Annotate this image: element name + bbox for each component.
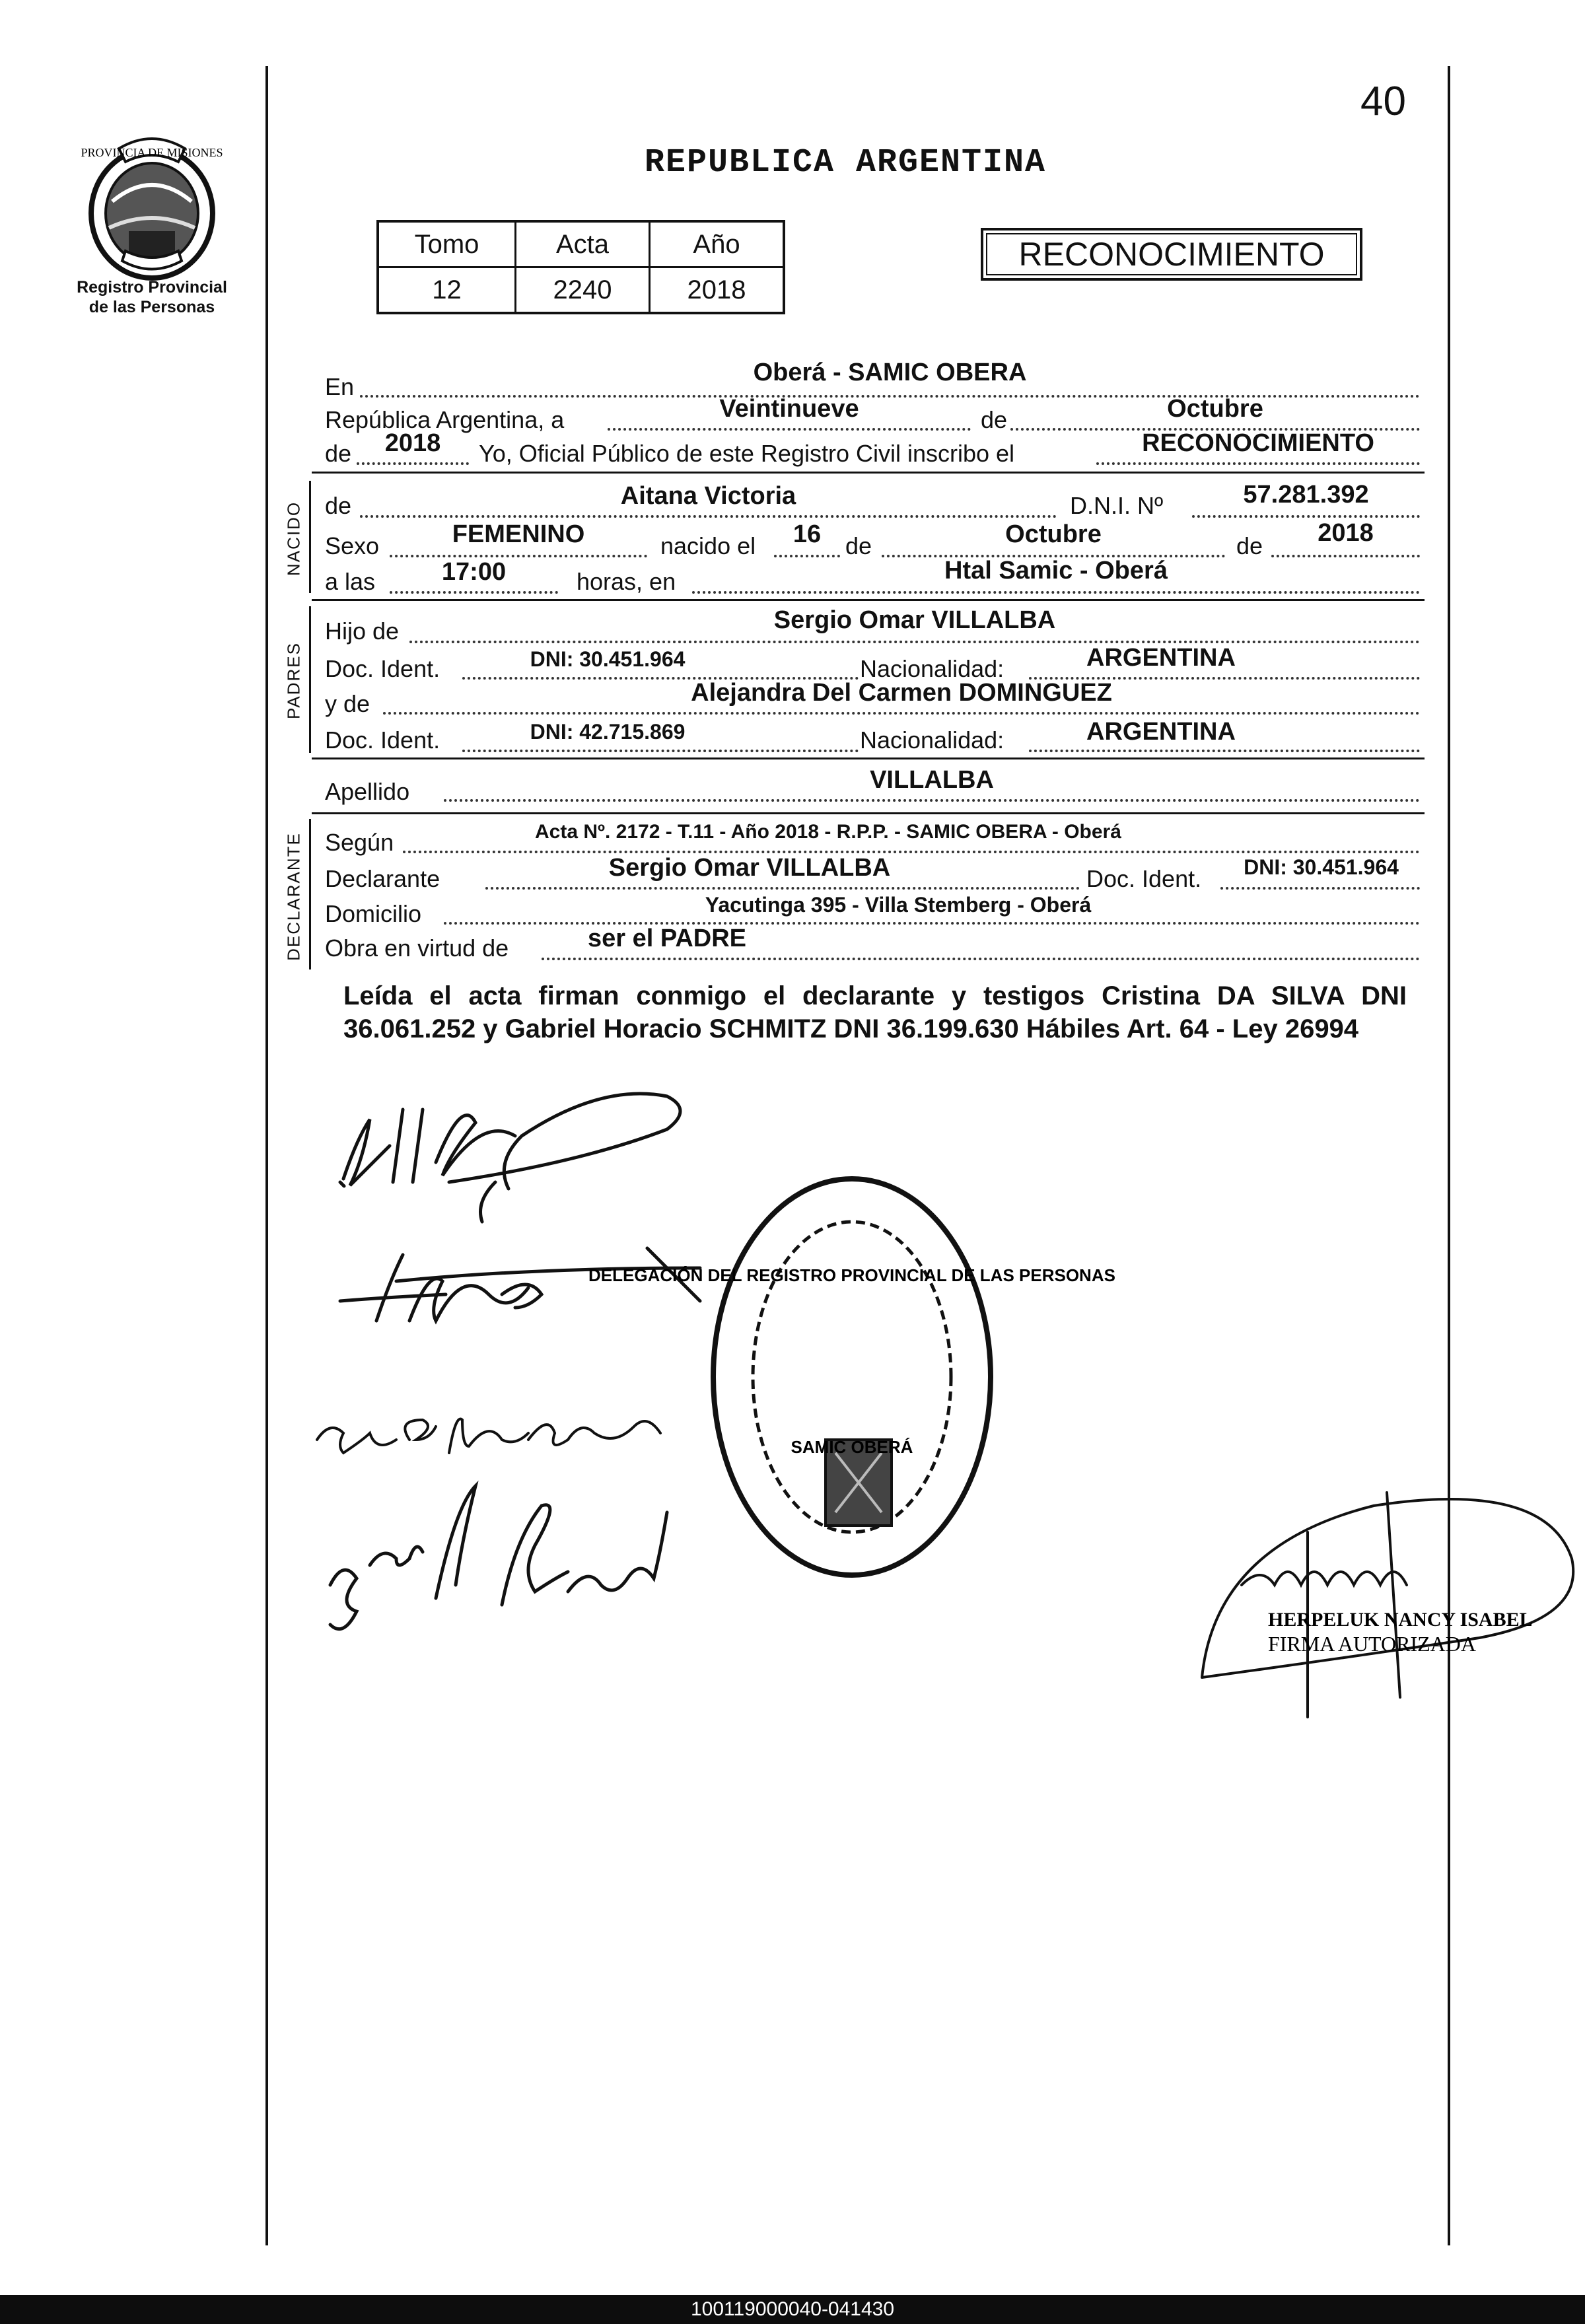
day-dots — [608, 428, 971, 431]
divider — [312, 599, 1425, 601]
declarant-doc-dots — [1220, 887, 1420, 890]
registry-caption-line1: Registro Provincial — [77, 278, 227, 297]
name-dots — [360, 515, 1057, 518]
page-number: 40 — [1360, 79, 1406, 124]
country-label: República Argentina, a — [325, 406, 565, 433]
acta-header: Acta — [516, 221, 650, 267]
mother-doc-label: Doc. Ident. — [325, 726, 440, 754]
authorized-name: HERPELUK NANCY ISABEL — [1268, 1609, 1533, 1631]
mother-name: Alejandra Del Carmen DOMINGUEZ — [691, 679, 1112, 707]
footer-code: 100119000040-041430 — [0, 2295, 1585, 2324]
signatures-area — [277, 1083, 1533, 1730]
place-value: Oberá - SAMIC OBERA — [753, 359, 1027, 386]
registry-caption — [53, 277, 251, 317]
father-doc: DNI: 30.451.964 — [530, 647, 686, 671]
birth-day: 16 — [792, 520, 822, 548]
closing-statement: Leída el acta firman conmigo el declarante y testigos Cristina DA SILVA DNI 36.061.252 y Gabriel Horacio SCHMITZ DNI 36.199.630 Hábiles Art. 64 - Ley 26994 — [343, 981, 1407, 1043]
per-value: Acta Nº. 2172 - T.11 - Año 2018 - R.P.P. - SAMIC OBERA - Oberá — [535, 821, 1121, 843]
witness-signature-3 — [330, 1486, 667, 1629]
hours-label: horas, en — [577, 568, 676, 595]
dni-dots — [1192, 515, 1420, 518]
child-name: Aitana Victoria — [620, 482, 796, 510]
address-value: Yacutinga 395 - Villa Stemberg - Oberá — [705, 893, 1092, 917]
stamp-text: DELEGACIÓN DEL REGISTRO PROVINCIAL DE LAS PERSONAS — [588, 1265, 1115, 1285]
declarante-bracket — [309, 819, 311, 969]
birth-year: 2018 — [1318, 519, 1374, 547]
table-row — [378, 267, 784, 314]
page-title: REPUBLICA ARGENTINA — [644, 144, 1047, 182]
record-type-box: RECONOCIMIENTO — [981, 228, 1362, 281]
per-label: Según — [325, 829, 394, 856]
divider — [312, 757, 1425, 759]
mother-doc: DNI: 42.715.869 — [530, 720, 686, 744]
acts-dots — [542, 958, 1420, 960]
anio-header: Año — [650, 221, 785, 267]
registry-table — [376, 220, 785, 314]
year-prefix-label: de — [325, 440, 352, 467]
declarant-dots — [485, 887, 1080, 890]
svg-text:PROVINCIA DE MISIONES: PROVINCIA DE MISIONES — [81, 146, 223, 159]
month-value: Octubre — [1167, 395, 1263, 423]
per-dots — [403, 851, 1420, 853]
declarant-name: Sergio Omar VILLALBA — [608, 854, 891, 882]
surname-dots — [444, 799, 1420, 802]
declarant-doc: DNI: 30.451.964 — [1244, 855, 1399, 879]
left-border — [265, 66, 268, 2245]
witness-signature-2 — [317, 1419, 660, 1453]
acts-label: Obra en virtud de — [325, 934, 509, 962]
birth-month: Octubre — [1005, 520, 1102, 548]
declarante-side-label: DECLARANTE — [283, 832, 304, 961]
child-sex: FEMENINO — [452, 520, 585, 548]
stamp-inner-text: SAMIC OBERÁ — [791, 1437, 913, 1457]
birth-time: 17:00 — [441, 558, 507, 586]
authorized-signature — [1202, 1493, 1573, 1717]
address-label: Domicilio — [325, 900, 422, 927]
divider — [312, 472, 1425, 474]
birth-de1-label: de — [845, 532, 872, 559]
right-border — [1448, 66, 1450, 2245]
and-label: y de — [325, 690, 370, 717]
name-label: de — [325, 492, 352, 519]
declarant-label: Declarante — [325, 865, 440, 892]
child-dni: 57.281.392 — [1243, 481, 1369, 509]
table-row — [378, 221, 784, 267]
father-doc-label: Doc. Ident. — [325, 655, 440, 682]
father-dots — [409, 641, 1420, 643]
de-label: de — [981, 406, 1008, 433]
padres-side-label: PADRES — [283, 642, 304, 719]
father-name: Sergio Omar VILLALBA — [773, 606, 1056, 634]
father-nat-label: Nacionalidad: — [860, 655, 1004, 682]
sex-label: Sexo — [325, 532, 380, 559]
year-value: 2018 — [384, 429, 441, 457]
mother-nat-label: Nacionalidad: — [860, 726, 1004, 754]
surname-label: Apellido — [325, 778, 410, 805]
anio-value: 2018 — [650, 267, 785, 314]
mother-nationality: ARGENTINA — [1086, 718, 1236, 746]
sex-dots — [390, 555, 647, 557]
surname-value: VILLALBA — [870, 766, 994, 794]
mother-nat-dots — [1029, 750, 1420, 752]
born-label: nacido el — [660, 532, 756, 559]
birth-place-dots — [692, 591, 1420, 594]
acta-value: 2240 — [516, 267, 650, 314]
mother-dots — [383, 712, 1420, 715]
authorized-caption: FIRMA AUTORIZADA — [1268, 1632, 1476, 1656]
officer-text: Yo, Oficial Público de este Registro Civil inscribo el — [479, 440, 1015, 467]
padres-bracket — [309, 606, 311, 753]
act-type-value: RECONOCIMIENTO — [1142, 429, 1374, 457]
act-type-dots — [1096, 462, 1420, 465]
child-of-label: Hijo de — [325, 617, 400, 645]
tomo-header: Tomo — [378, 221, 516, 267]
dni-label: D.N.I. Nº — [1070, 492, 1164, 519]
year-dots — [357, 462, 469, 465]
registry-caption-line2: de las Personas — [88, 298, 215, 316]
father-nationality: ARGENTINA — [1086, 644, 1236, 672]
acts-value: ser el PADRE — [587, 925, 747, 952]
nacido-bracket — [309, 481, 311, 593]
day-value: Veintinueve — [719, 395, 859, 423]
birth-de2-label: de — [1236, 532, 1263, 559]
mother-doc-dots — [462, 750, 859, 752]
official-stamp — [713, 1179, 991, 1575]
tomo-value: 12 — [378, 267, 516, 314]
birth-place: Htal Samic - Oberá — [944, 557, 1168, 584]
declarant-doc-label: Doc. Ident. — [1086, 865, 1202, 892]
time-dots — [390, 591, 558, 594]
nacido-side-label: NACIDO — [283, 501, 304, 577]
declarant-signature — [340, 1094, 680, 1222]
divider — [312, 812, 1425, 814]
place-label: En — [325, 373, 355, 400]
time-label: a las — [325, 568, 376, 595]
